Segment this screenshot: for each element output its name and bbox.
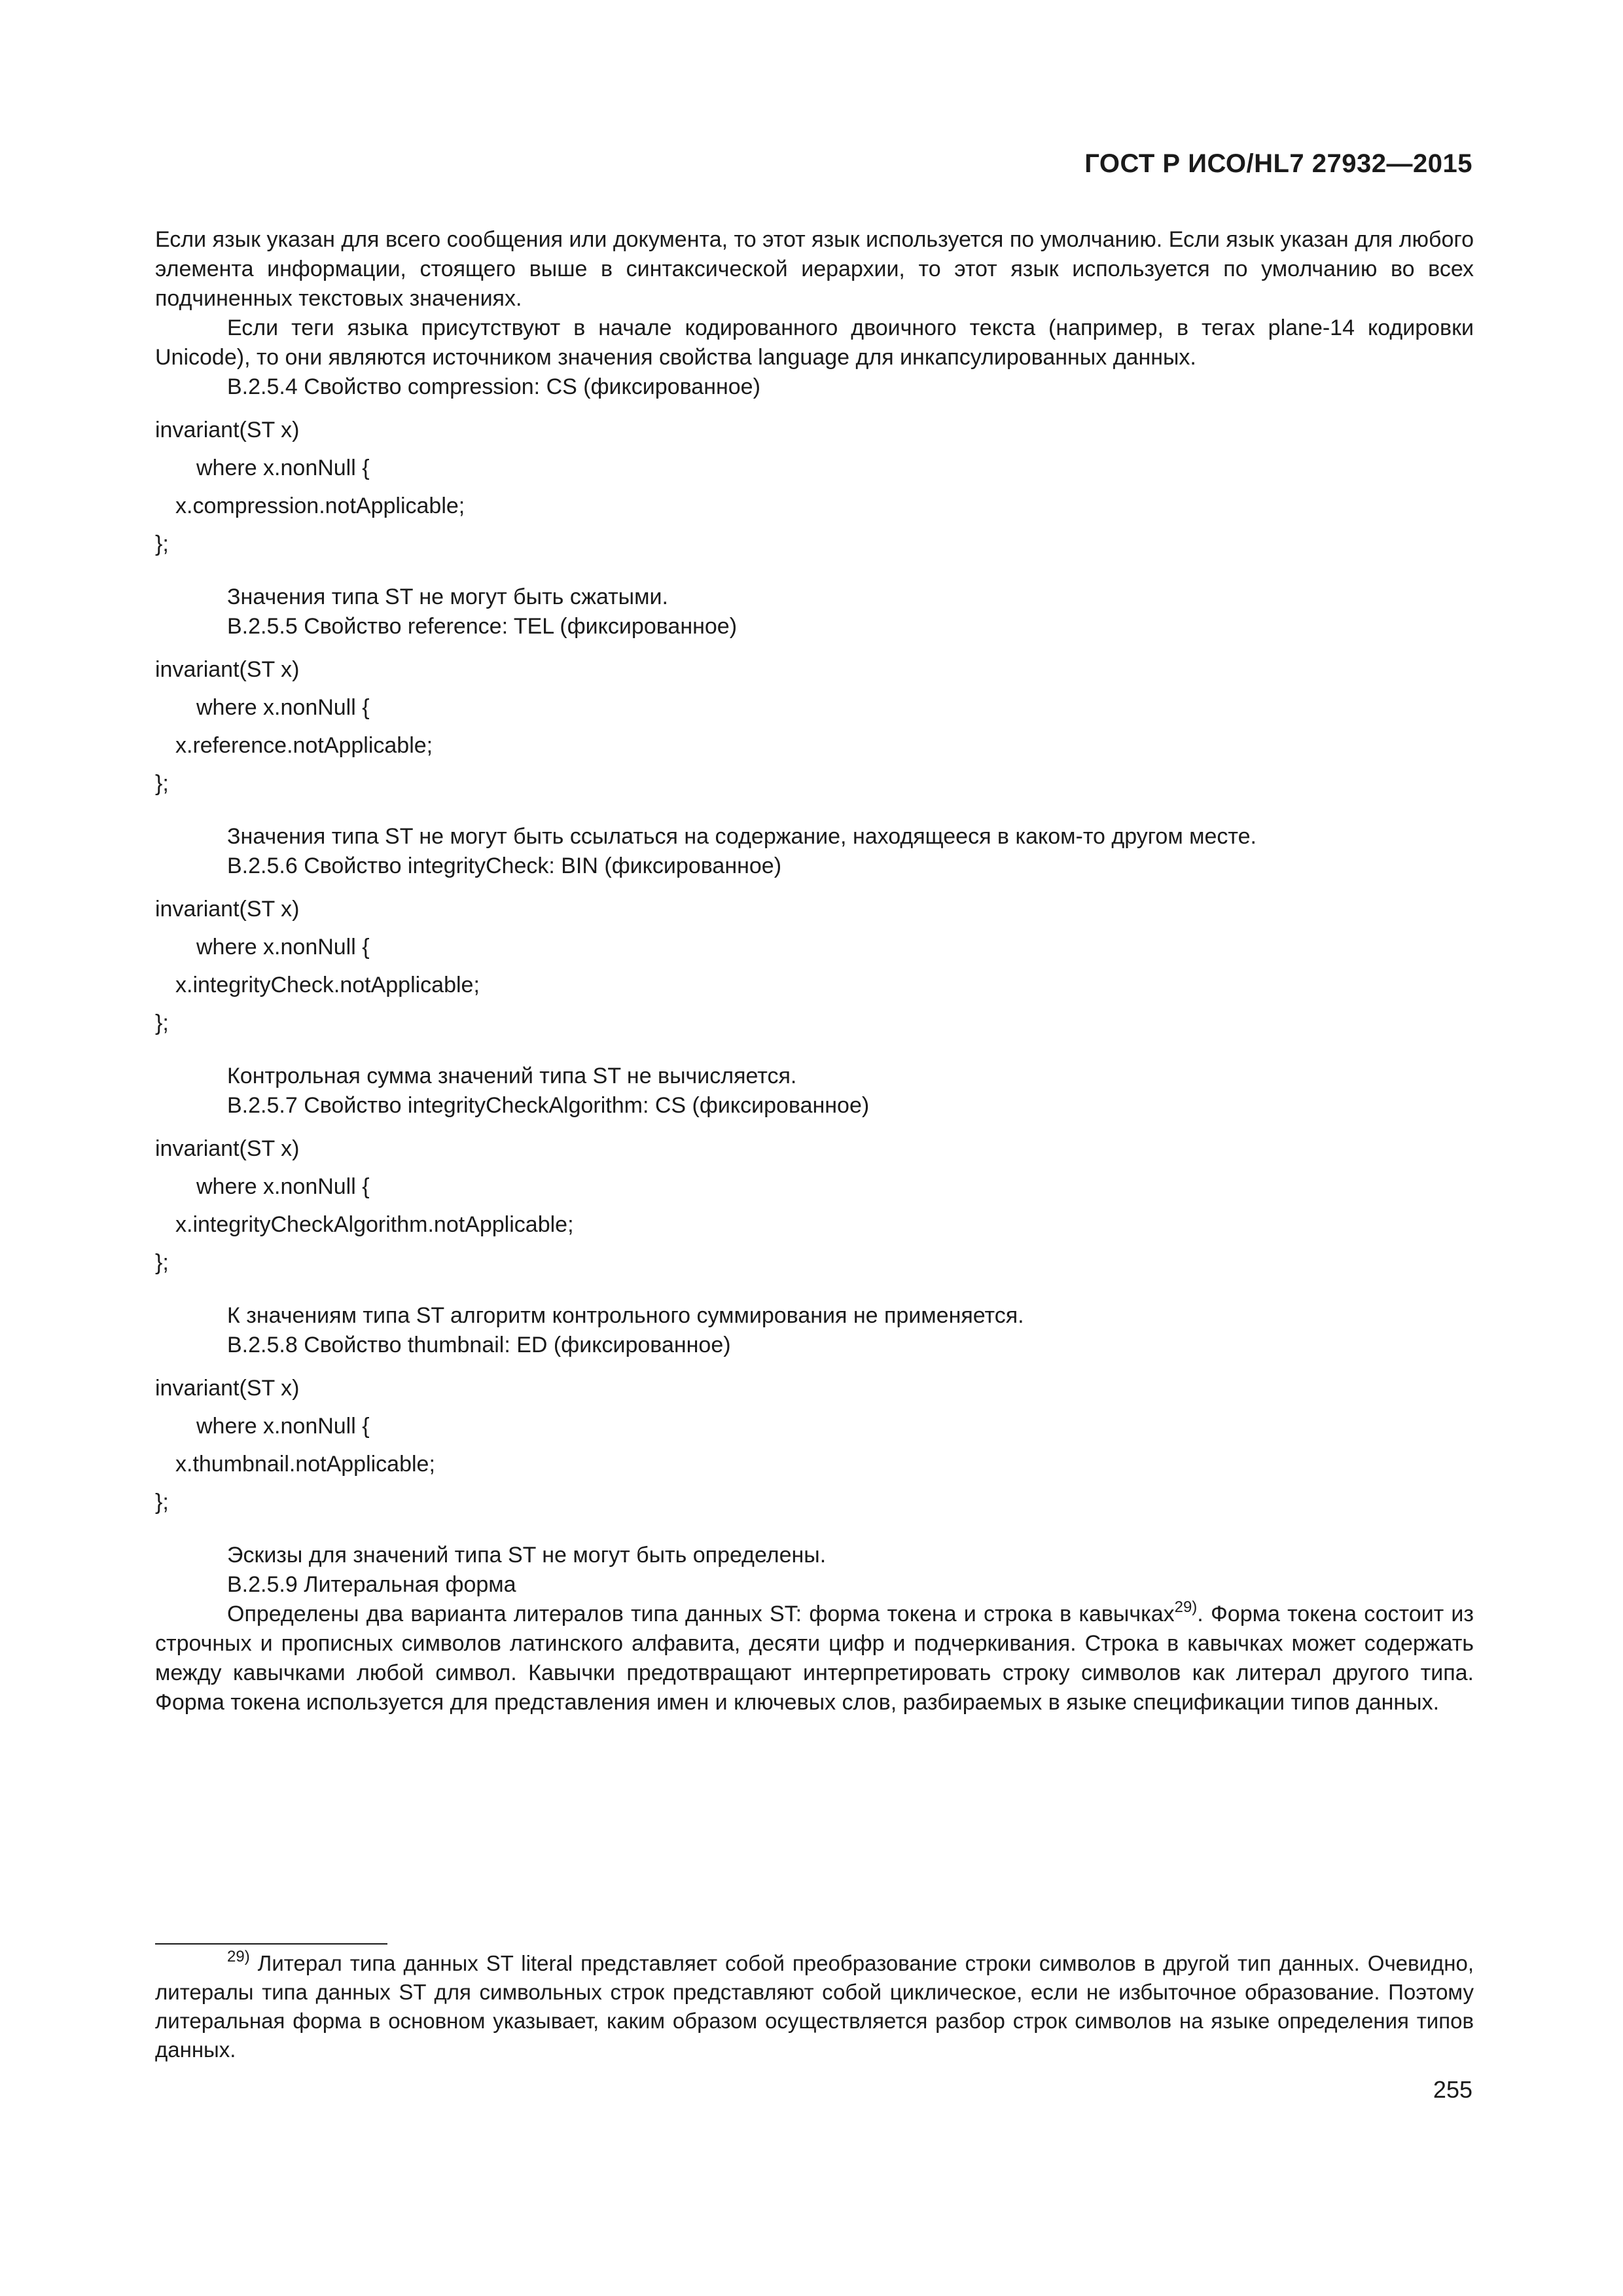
code-block	[155, 651, 1474, 802]
section-heading: B.2.5.7 Свойство integrityCheckAlgorithm: CS (фиксированное)	[227, 1093, 870, 1118]
section-heading: B.2.5.6 Свойство integrityCheck: BIN (фиксированное)	[227, 853, 782, 878]
code-line: };	[155, 1011, 169, 1035]
code-line: invariant(ST x)	[155, 897, 300, 922]
code-block	[155, 411, 1474, 563]
section-note: Контрольная сумма значений типа ST не вычисляется.	[227, 1064, 797, 1088]
section-heading: B.2.5.5 Свойство reference: TEL (фиксированное)	[227, 614, 738, 639]
footnote-separator	[155, 1943, 387, 1945]
section-heading: B.2.5.9 Литеральная форма	[227, 1572, 516, 1597]
section-note: Эскизы для значений типа ST не могут быть определены.	[227, 1543, 827, 1568]
code-block	[155, 890, 1474, 1042]
code-block	[155, 1369, 1474, 1521]
intro-paragraph-2: Если теги языка присутствуют в начале кодированного двоичного текста (например, в тегах plane-14 кодировки Unicode), то они являются источником значения свойства language для инкапсулированных данных.	[155, 315, 1474, 370]
code-line: where x.nonNull {	[196, 695, 370, 720]
code-line: where x.nonNull {	[196, 456, 370, 480]
literal-paragraph	[155, 1600, 1474, 1717]
footnote-reference[interactable]: 29)	[1174, 1598, 1198, 1616]
code-line: where x.nonNull {	[196, 1174, 370, 1199]
code-line: invariant(ST x)	[155, 418, 300, 442]
code-line: where x.nonNull {	[196, 935, 370, 960]
section-heading: B.2.5.4 Свойство compression: CS (фиксированное)	[227, 374, 760, 399]
footnote-text	[155, 1949, 1474, 2064]
code-line: };	[155, 771, 169, 796]
code-line: };	[155, 1490, 169, 1515]
code-line: x.reference.notApplicable;	[175, 733, 433, 758]
footnote-mark: 29)	[227, 1948, 250, 1965]
section-note: Значения типа ST не могут быть ссылаться на содержание, находящееся в каком-то другом месте.	[227, 824, 1257, 849]
document-id-header: ГОСТ Р ИСО/HL7 27932—2015	[1084, 149, 1472, 178]
code-line: x.thumbnail.notApplicable;	[175, 1452, 435, 1477]
literal-text-start: Определены два варианта литералов типа данных ST: форма токена и строка в кавычках	[227, 1602, 1175, 1626]
section-heading: B.2.5.8 Свойство thumbnail: ED (фиксированное)	[227, 1333, 731, 1357]
section-note: Значения типа ST не могут быть сжатыми.	[227, 584, 668, 609]
code-line: x.compression.notApplicable;	[175, 493, 465, 518]
code-line: };	[155, 1250, 169, 1275]
code-line: };	[155, 531, 169, 556]
code-line: invariant(ST x)	[155, 1376, 300, 1401]
code-line: invariant(ST x)	[155, 657, 300, 682]
page-body	[155, 225, 1474, 1717]
code-line: x.integrityCheck.notApplicable;	[175, 973, 480, 997]
page-number: 255	[1433, 2076, 1472, 2103]
code-block	[155, 1130, 1474, 1282]
section-note: К значениям типа ST алгоритм контрольного суммирования не применяется.	[227, 1303, 1024, 1328]
code-line: where x.nonNull {	[196, 1414, 370, 1439]
footnote-body: Литерал типа данных ST literal представляет собой преобразование строки символов в другой тип данных. Очевидно, литералы типа данных ST для символьных строк представляют собой циклическое, если не избыточное образование. Поэтому литеральная форма в основном указывает, каким образом осуществляется разбор строк символов на языке определения типов данных.	[155, 1951, 1474, 2062]
intro-paragraph-1: Если язык указан для всего сообщения или документа, то этот язык используется по умолчанию. Если язык указан для любого элемента информации, стоящего выше в синтаксической иерархии, то этот язык используется по умолчанию во всех подчиненных текстовых значениях.	[155, 227, 1474, 311]
literal-text-end: . Форма токена состоит из строчных и прописных символов латинского алфавита, десяти цифр и подчеркивания. Строка в кавычках может содержать между кавычками любой символ. Кавычки предотвращают интерпретировать строку символов как литерал другого типа. Форма токена используется для представления имен и ключевых слов, разбираемых в языке спецификации типов данных.	[155, 1602, 1474, 1715]
footnote	[155, 1949, 1474, 2064]
code-line: x.integrityCheckAlgorithm.notApplicable;	[175, 1212, 574, 1237]
code-line: invariant(ST x)	[155, 1136, 300, 1161]
